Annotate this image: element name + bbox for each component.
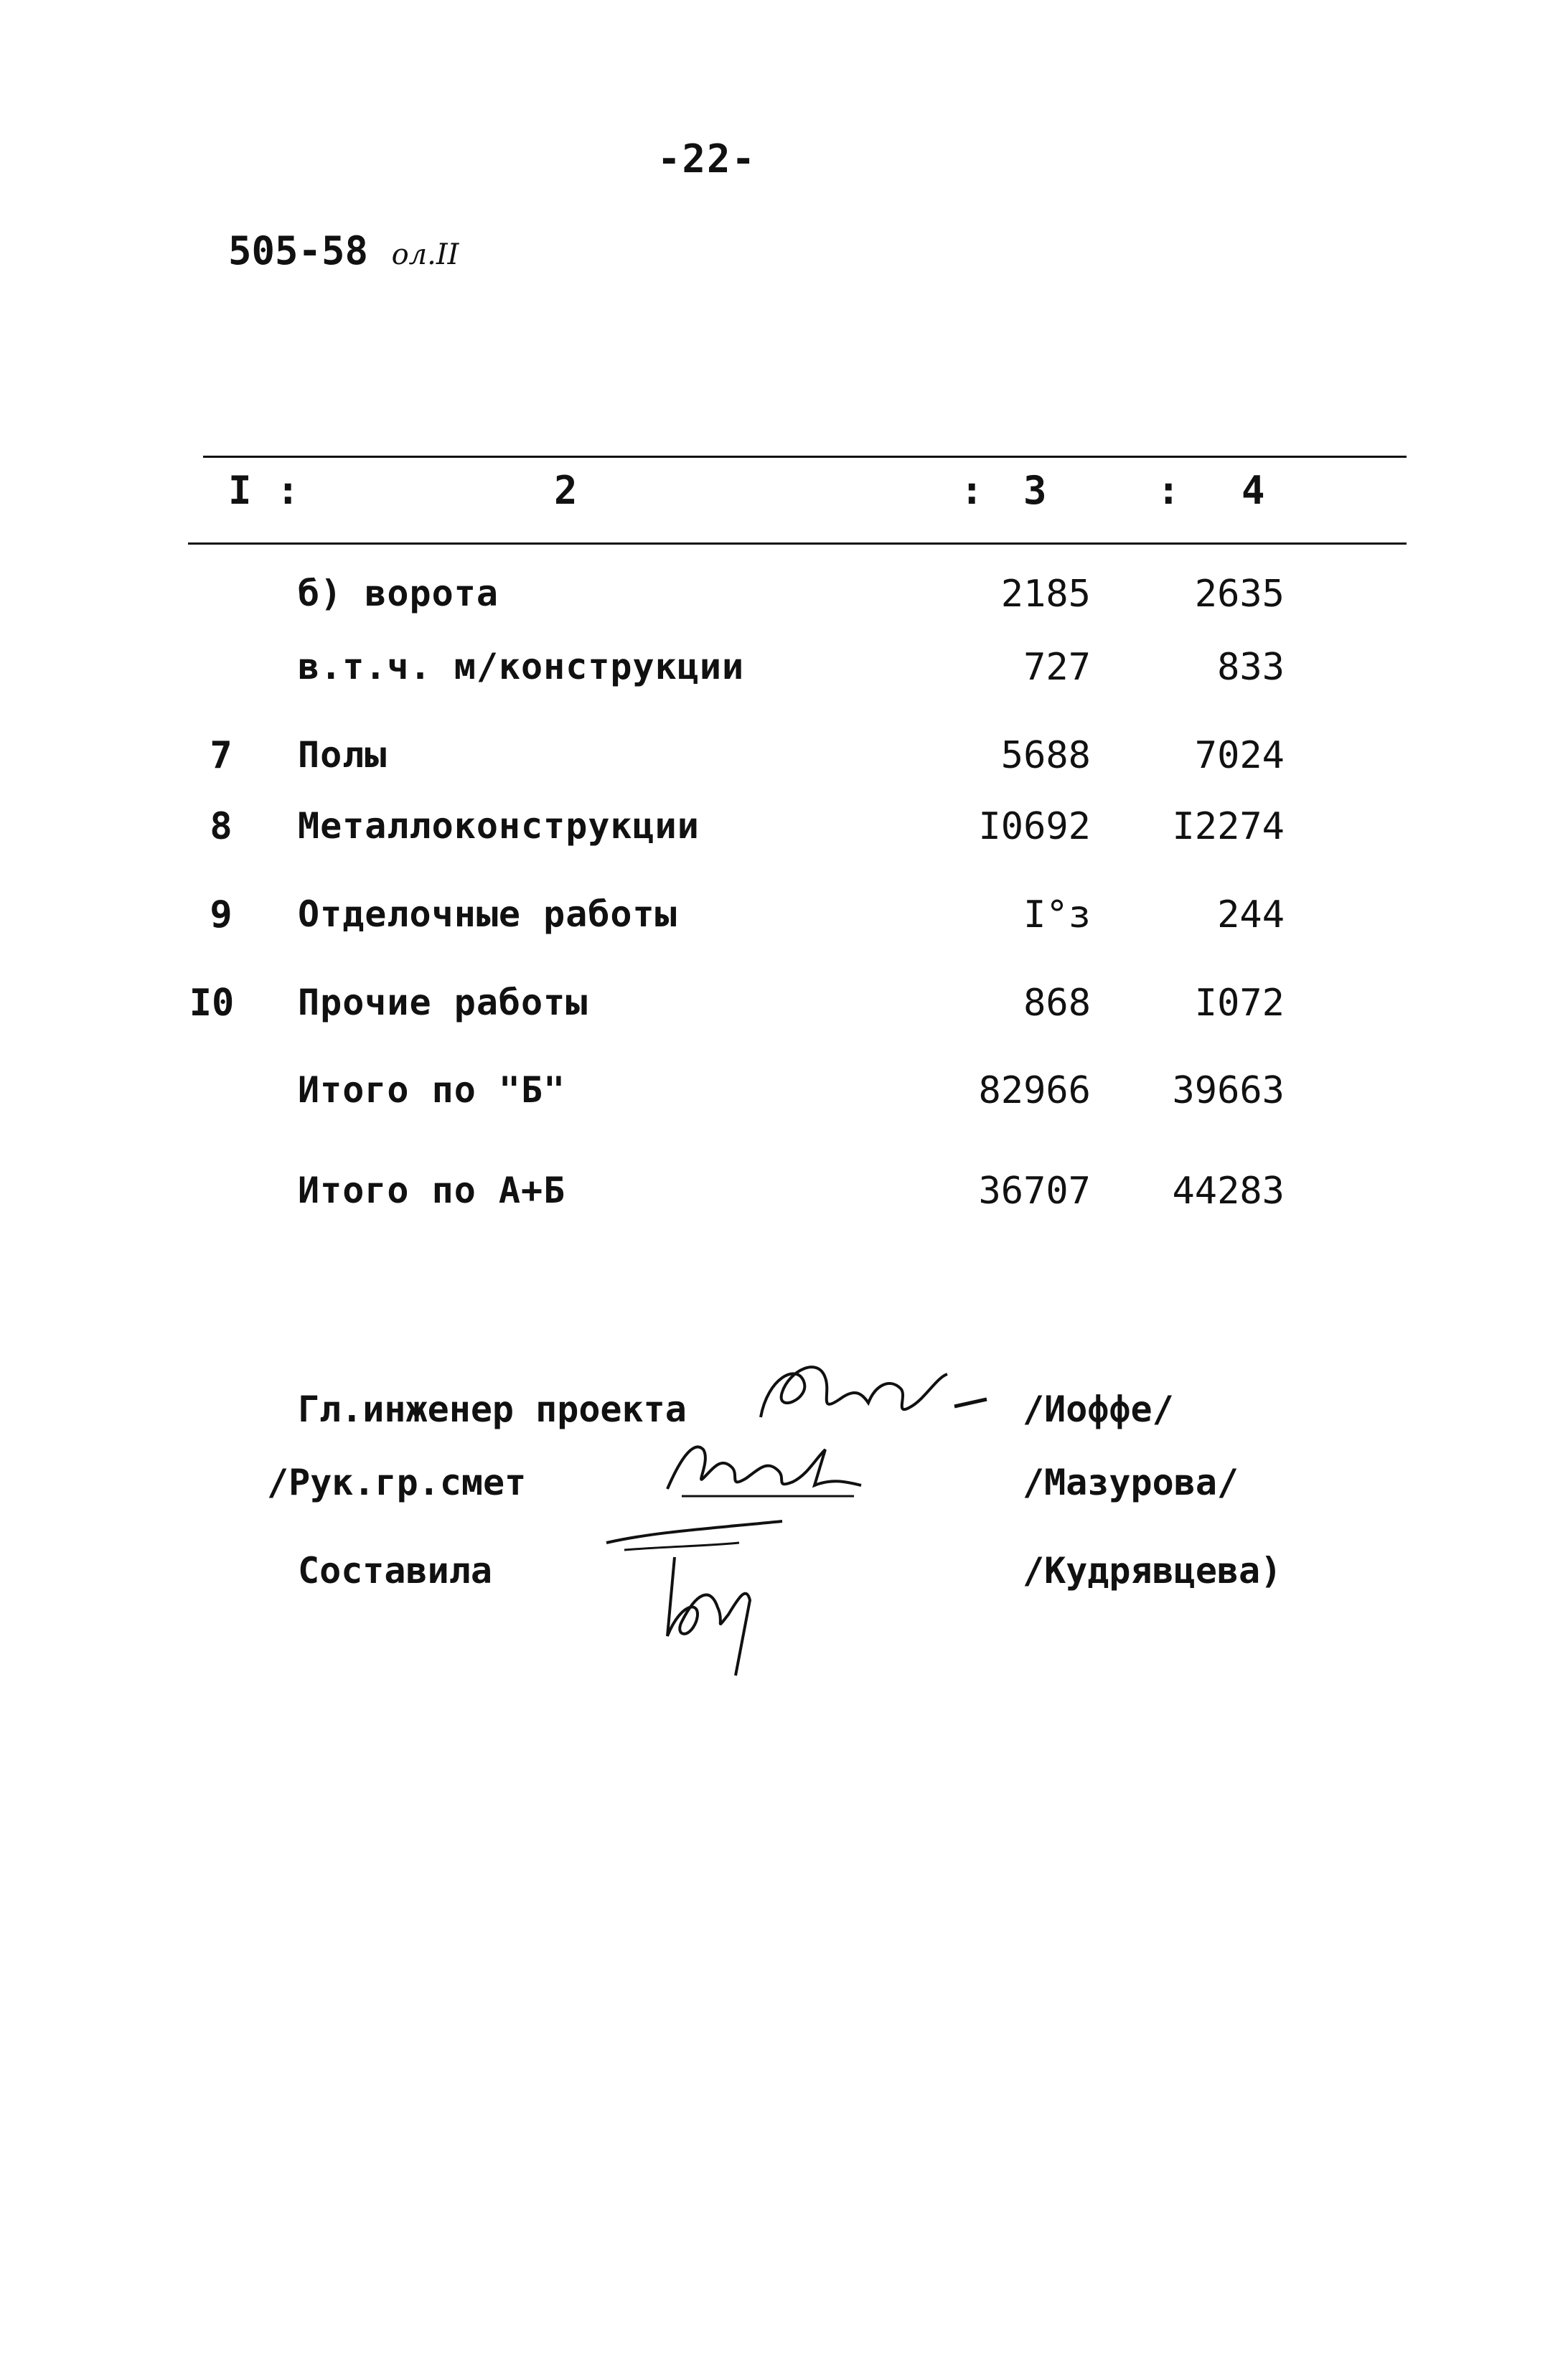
table-header-rule <box>188 542 1407 545</box>
row-number: 9 <box>210 893 233 936</box>
row-value-col3: 727 <box>1023 646 1091 689</box>
signature-role-compiled-by: Составила <box>298 1550 492 1592</box>
header-sep-1: : <box>276 468 300 513</box>
row-value-col3: I0692 <box>978 805 1091 848</box>
row-value-col3: 2185 <box>1000 573 1091 616</box>
handwritten-signature-2 <box>660 1428 875 1507</box>
signature-name-ioffe: /Иоффе/ <box>1023 1388 1174 1430</box>
row-number: I0 <box>189 982 235 1025</box>
signature-role-estimates-head: /Рук.гр.смет <box>267 1462 527 1503</box>
row-value-col4: 7024 <box>1194 734 1285 777</box>
row-value-col4: I2274 <box>1172 805 1285 848</box>
row-label: Прочие работы <box>298 982 588 1023</box>
signature-role-chief-engineer: Гл.инженер проекта <box>298 1388 687 1430</box>
document-code-printed: 505-58 <box>228 228 369 273</box>
header-col-4: 4 <box>1241 468 1265 513</box>
signature-name-mazurova: /Мазурова/ <box>1023 1462 1239 1503</box>
handwritten-signature-3 <box>596 1514 811 1679</box>
row-value-col4: 44283 <box>1172 1170 1285 1213</box>
row-value-col3: 82966 <box>978 1069 1091 1112</box>
row-value-col4: 833 <box>1217 646 1285 689</box>
row-number: 7 <box>210 734 233 777</box>
row-label: Полы <box>298 734 388 776</box>
row-value-col4: 39663 <box>1172 1069 1285 1112</box>
page-number: -22- <box>657 136 757 182</box>
header-col-1: I <box>228 468 252 513</box>
header-sep-3: : <box>1157 468 1180 513</box>
row-number: 8 <box>210 805 233 848</box>
row-label: в.т.ч. м/конструкции <box>298 646 745 687</box>
row-value-col4: 244 <box>1217 893 1285 936</box>
row-label: Итого по "Б" <box>298 1069 566 1111</box>
header-col-2: 2 <box>554 468 578 513</box>
table-top-rule <box>203 456 1407 458</box>
row-value-col3: 868 <box>1023 982 1091 1025</box>
row-label: Металлоконструкции <box>298 805 700 847</box>
row-value-col4: 2635 <box>1194 573 1285 616</box>
header-sep-2: : <box>960 468 984 513</box>
row-label: Отделочные работы <box>298 893 677 935</box>
row-label: Итого по А+Б <box>298 1170 566 1211</box>
row-value-col3: 5688 <box>1000 734 1091 777</box>
row-value-col3: I°з <box>1023 893 1091 936</box>
document-code-handwritten: ол.ІІ <box>391 238 459 271</box>
row-value-col3: 36707 <box>978 1170 1091 1213</box>
document-code <box>228 228 459 273</box>
row-label: б) ворота <box>298 573 499 614</box>
signature-name-kudryavtseva: /Кудрявцева) <box>1023 1550 1282 1592</box>
row-value-col4: I072 <box>1194 982 1285 1025</box>
header-col-3: 3 <box>1023 468 1047 513</box>
